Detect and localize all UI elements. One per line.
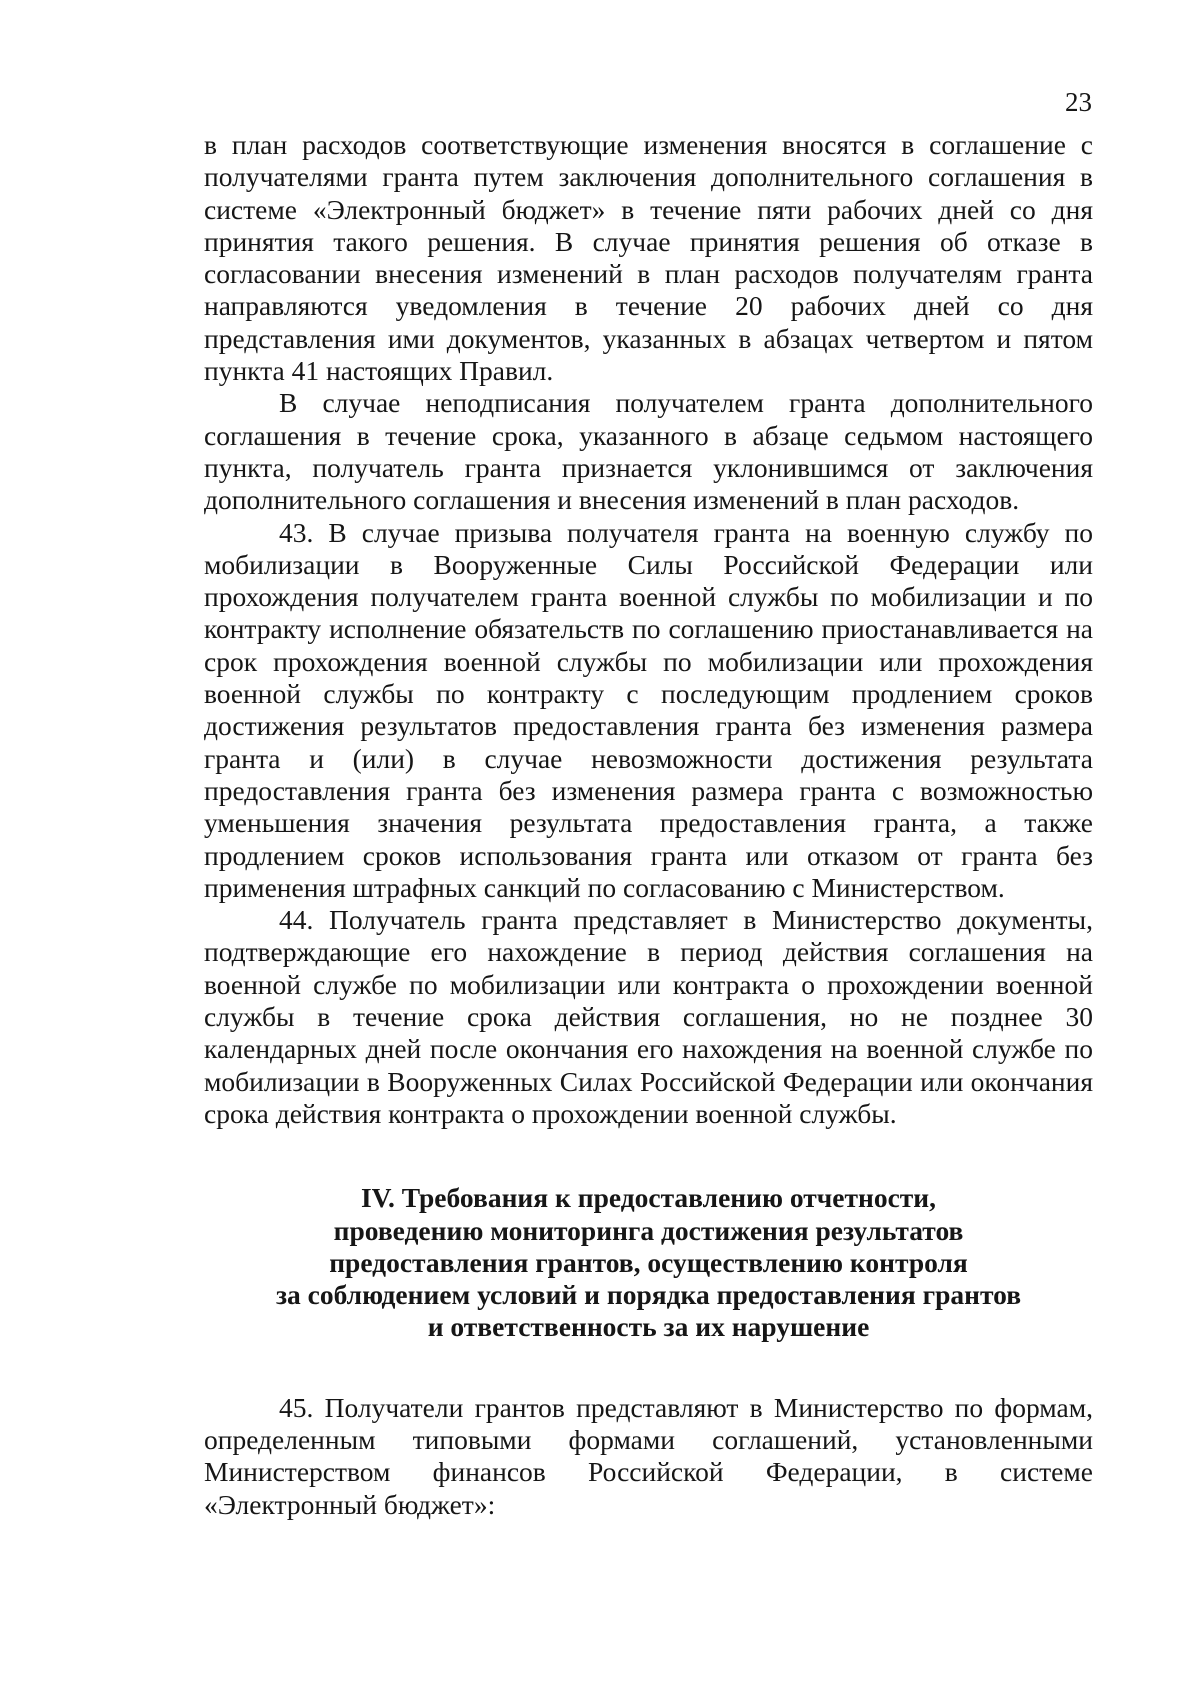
paragraph-non-signing: В случае неподписания получателем гранта дополнительного соглашения в течение срока, указанного в абзаце седьмом настоящего пункта, получатель гранта признается уклонившимся от заключения дополнительного соглашения и внесения изменений в план расходов.	[204, 387, 1093, 516]
section-heading-line: проведению мониторинга достижения результатов	[333, 1214, 964, 1246]
section-heading-line: за соблюдением условий и порядка предоставления грантов	[275, 1279, 1022, 1311]
paragraph-continuation: в план расходов соответствующие изменения вносятся в соглашение с получателями гранта путем заключения дополнительного соглашения в системе «Электронный бюджет» в течение пяти рабочих дней со дня принятия такого решения. В случае принятия решения об отказе в согласовании внесения изменений в план расходов получателям гранта направляются уведомления в течение 20 рабочих дней со дня представления ими документов, указанных в абзацах четвертом и пятом пункта 41 настоящих Правил.	[204, 129, 1093, 387]
section-heading-iv	[204, 1182, 1093, 1343]
page-number: 23	[1065, 87, 1092, 117]
paragraph-item-45: 45. Получатели грантов представляют в Министерство по формам, определенным типовыми формами соглашений, установленными Министерством финансов Российской Федерации, в системе «Электронный бюджет»:	[204, 1391, 1093, 1520]
section-heading-line: IV. Требования к предоставлению отчетности,	[360, 1182, 937, 1214]
section-heading-line: предоставления грантов, осуществлению контроля	[329, 1246, 968, 1278]
section-heading-line: и ответственность за их нарушение	[427, 1311, 870, 1343]
paragraph-item-44: 44. Получатель гранта представляет в Министерство документы, подтверждающие его нахождение в период действия соглашения на военной службе по мобилизации или контракта о прохождении военной службы в течение срока действия соглашения, но не позднее 30 календарных дней после окончания его нахождения на военной службе по мобилизации в Вооруженных Силах Российской Федерации или окончания срока действия контракта о прохождении военной службы.	[204, 904, 1093, 1129]
document-body	[204, 129, 1093, 1521]
paragraph-item-43: 43. В случае призыва получателя гранта на военную службу по мобилизации в Вооруженные Силы Российской Федерации или прохождения получателем гранта военной службы по мобилизации и по контракту исполнение обязательств по соглашению приостанавливается на срок прохождения военной службы по мобилизации или прохождения военной службы по контракту с последующим продлением сроков достижения результатов предоставления гранта без изменения размера гранта и (или) в случае невозможности достижения результата предоставления гранта без изменения размера гранта с возможностью уменьшения значения результата предоставления гранта, а также продлением сроков использования гранта или отказом от гранта без применения штрафных санкций по согласованию с Министерством.	[204, 516, 1093, 903]
